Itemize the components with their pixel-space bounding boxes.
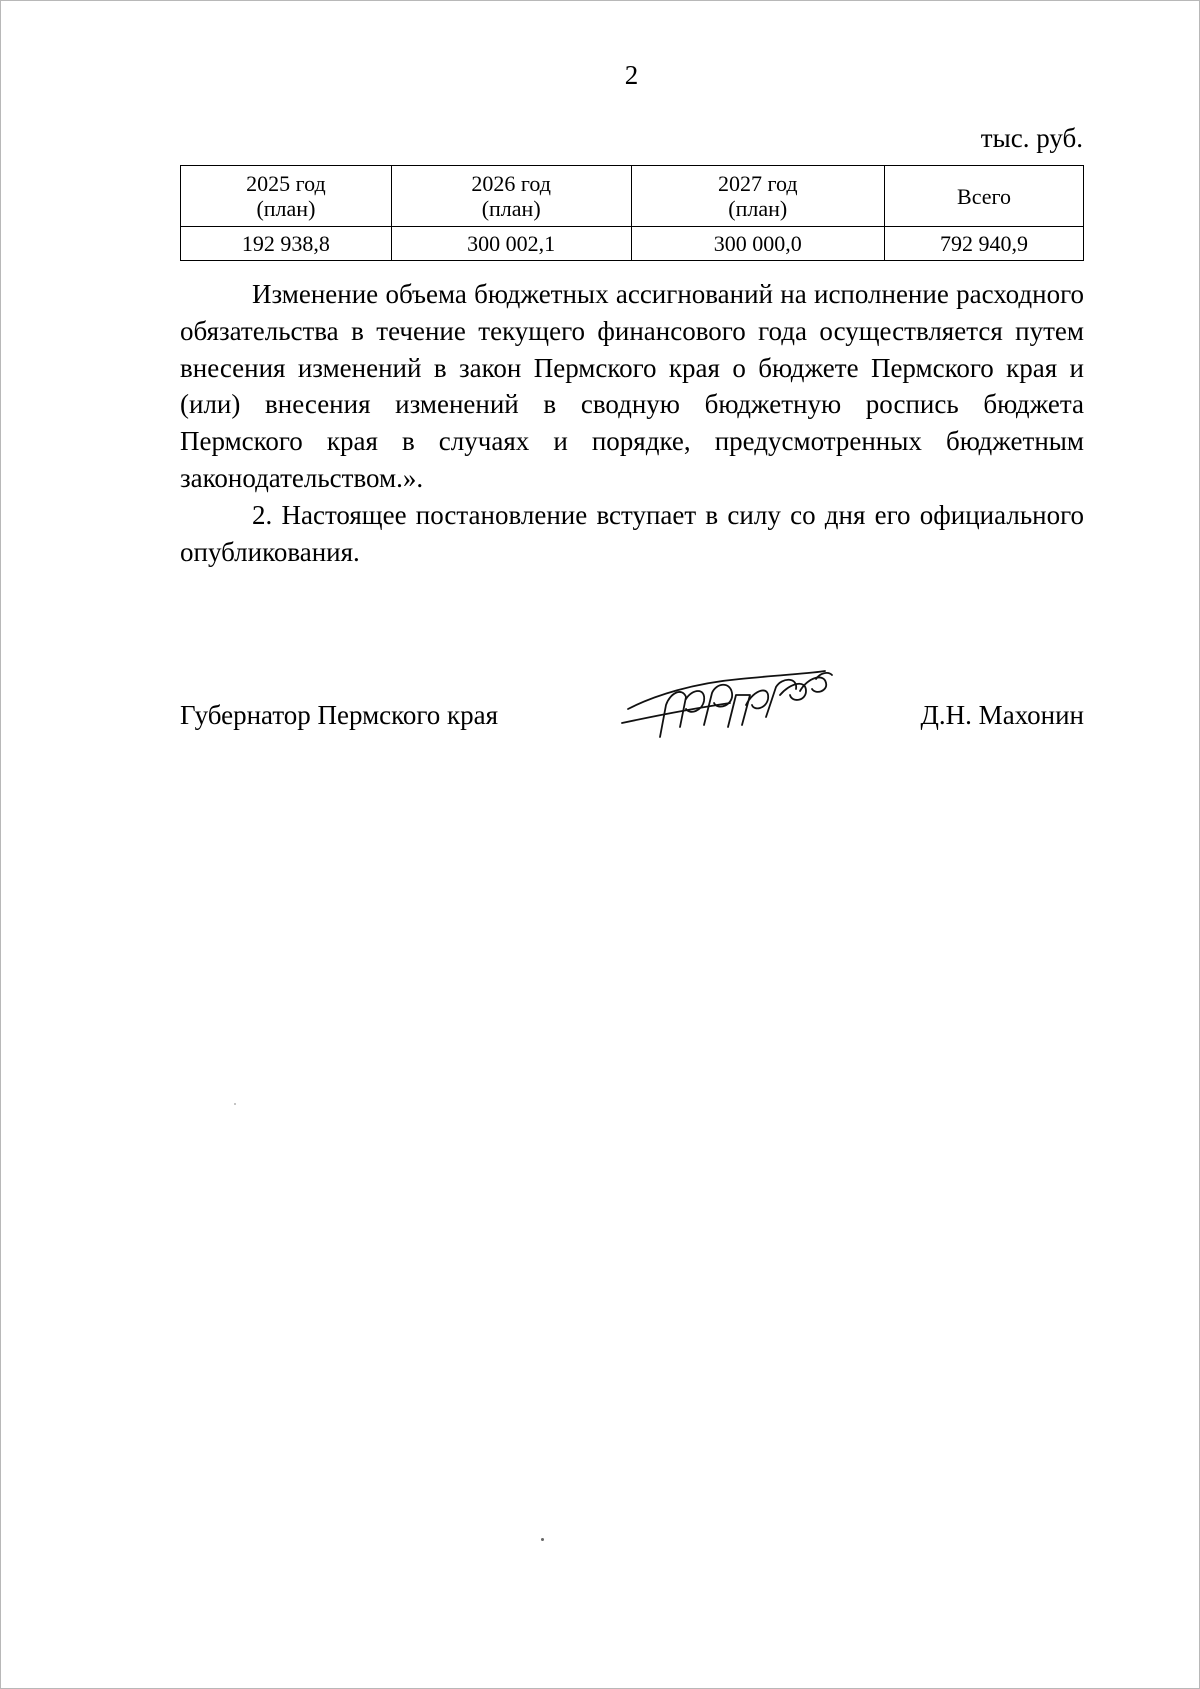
handwritten-signature — [620, 665, 835, 745]
table-header-cell — [885, 166, 1084, 227]
table-header-cell — [181, 166, 392, 227]
table-cell: 792 940,9 — [885, 227, 1084, 261]
header-plan: (план) — [481, 196, 541, 221]
paragraph-effective-date: 2. Настоящее постановление вступает в силу со дня его официального опубликования. — [180, 499, 1084, 567]
signatory-name: Д.Н. Махонин — [920, 700, 1084, 730]
page-number: 2 — [624, 60, 639, 90]
table-header-cell — [391, 166, 631, 227]
paragraph-budget-change: Изменение объема бюджетных ассигнований на исполнение расходного обязательства в течение текущего финансового года осуществляется путем внесения изменений в закон Пермского края о бюджете Пермского края и (или) внесения изменений в сводную бюджетную роспись бюджета Пермского края в случаях и порядке, предусмотренных бюджетным законодательством.». — [180, 279, 1084, 493]
table-header-row — [181, 166, 1084, 227]
signature-block — [180, 700, 1084, 740]
signatory-title: Губернатор Пермского края — [180, 700, 499, 730]
scan-speck — [234, 1103, 236, 1105]
table-header-cell — [631, 166, 885, 227]
table-cell: 300 000,0 — [631, 227, 885, 261]
header-year: 2027 год — [718, 171, 798, 196]
table-row — [181, 227, 1084, 261]
unit-label: тыс. руб. — [980, 123, 1083, 153]
scan-speck — [541, 1538, 544, 1541]
body-text — [180, 276, 1084, 570]
header-year: 2025 год — [246, 171, 326, 196]
header-year: 2026 год — [471, 171, 551, 196]
table-cell: 300 002,1 — [391, 227, 631, 261]
header-total: Всего — [957, 183, 1011, 209]
header-plan: (план) — [256, 196, 316, 221]
budget-table — [180, 165, 1084, 261]
table-cell: 192 938,8 — [181, 227, 392, 261]
header-plan: (план) — [728, 196, 788, 221]
